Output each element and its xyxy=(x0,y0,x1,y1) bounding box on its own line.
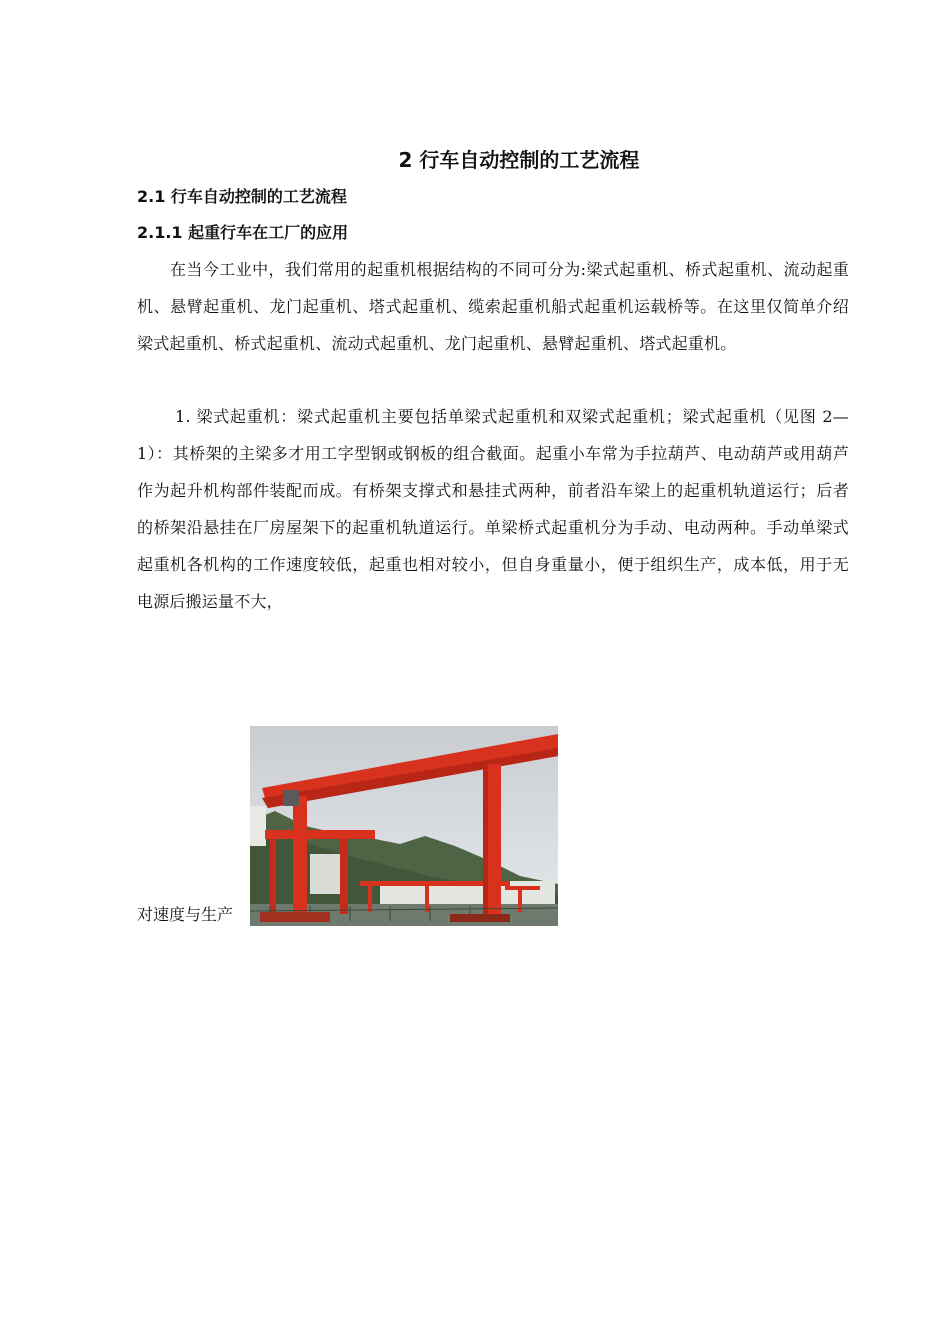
paragraph-beam-crane: 1. 梁式起重机：梁式起重机主要包括单梁式起重机和双梁式起重机；梁式起重机（见图 2—1）：其桥架的主梁多才用工字型钢或钢板的组合截面。起重小车常为手拉葫芦、电动葫芦或用葫芦作为起升机构部件装配而成。有桥架支撑式和悬挂式两种，前者沿车梁上的起重机轨道运行；后者的桥架沿悬挂在厂房屋架下的起重机轨道运行。单梁桥式起重机分为手动、电动两种。手动单梁式起重机各机构的工作速度较低，起重也相对较小，但自身重量小，便于组织生产，成本低，用于无电源后搬运量不大， xyxy=(137,407,849,611)
paragraph-crane-types: 在当今工业中，我们常用的起重机根据结构的不同可分为:梁式起重机、桥式起重机、流动起重机、悬臂起重机、龙门起重机、塔式起重机、缆索起重机船式起重机运载桥等。在这里仅简单介绍梁式起重机、桥式起重机、流动式起重机、龙门起重机、悬臂起重机、塔式起重机。 xyxy=(137,260,849,353)
section-heading: 2.1 行车自动控制的工艺流程 xyxy=(137,187,347,206)
gantry-crane-photo xyxy=(250,726,558,926)
trailing-text: 对速度与生产 xyxy=(137,905,234,924)
subsection-heading: 2.1.1 起重行车在工厂的应用 xyxy=(137,223,349,242)
chapter-title: 2 行车自动控制的工艺流程 xyxy=(398,148,640,172)
